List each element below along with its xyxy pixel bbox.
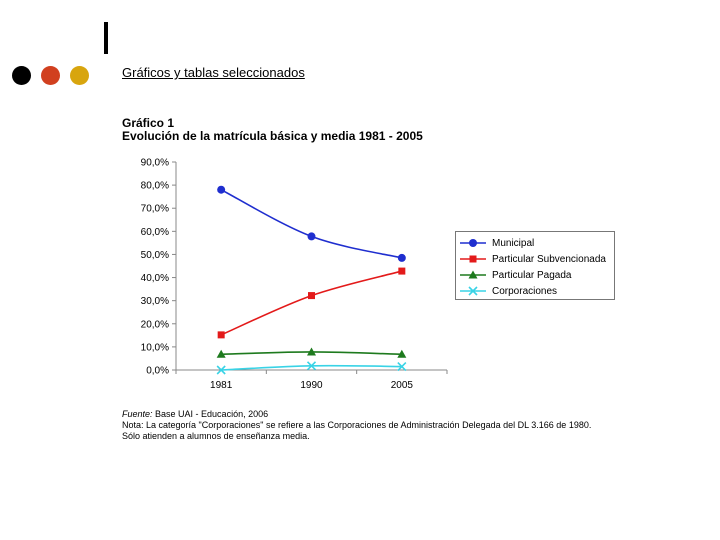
y-tick-label: 30,0%	[140, 296, 169, 308]
plot-area	[141, 158, 447, 392]
legend-item-particular-pagada	[460, 267, 614, 283]
x-tick-label: 1981	[210, 380, 233, 391]
chart-notes	[122, 409, 591, 442]
y-tick-label: 80,0%	[140, 180, 169, 192]
y-tick-label: 70,0%	[140, 203, 169, 215]
data-point-municipal	[217, 186, 225, 194]
chart-title: Evolución de la matrícula básica y media 1981 - 2005	[122, 129, 423, 143]
source-label: Fuente:	[122, 409, 153, 419]
legend-item-corporaciones	[460, 283, 614, 299]
legend-label-municipal: Municipal	[492, 237, 535, 249]
y-tick-label: 20,0%	[140, 319, 169, 331]
legend-marker-particular-subvencionada	[470, 256, 477, 263]
title-accent-bar	[104, 22, 108, 54]
legend-swatch-corporaciones	[460, 286, 486, 296]
legend-item-municipal	[460, 235, 614, 251]
series-line-municipal	[221, 190, 402, 258]
figure-number: Gráfico 1	[122, 116, 175, 130]
data-point-particular-subvencionada	[218, 331, 225, 338]
legend-swatch-municipal	[460, 238, 486, 248]
chart-legend	[455, 231, 615, 300]
decorative-dots	[12, 66, 89, 85]
source-text: Base UAI - Educación, 2006	[152, 409, 269, 419]
y-tick-label: 0,0%	[146, 365, 169, 377]
line-chart	[120, 150, 455, 400]
x-tick-label: 2005	[390, 380, 413, 391]
black-dot	[12, 66, 31, 85]
category-note: Nota: La categoría "Corporaciones" se refiere a las Corporaciones de Administración Delegada del DL 3.166 de 1980.	[122, 420, 592, 430]
legend-marker-municipal	[469, 239, 477, 247]
series-line-particular-subvencionada	[221, 271, 402, 335]
data-point-particular-subvencionada	[398, 268, 405, 275]
y-tick-label: 50,0%	[140, 249, 169, 261]
legend-label-corporaciones: Corporaciones	[492, 285, 558, 297]
y-tick-label: 10,0%	[140, 342, 169, 354]
y-tick-label: 40,0%	[140, 273, 169, 285]
x-tick-label: 1990	[300, 380, 323, 391]
legend-item-particular-subvencionada	[460, 251, 614, 267]
y-tick-label: 60,0%	[140, 226, 169, 238]
legend-swatch-particular-subvencionada	[460, 254, 486, 264]
section-title: Gráficos y tablas seleccionados	[122, 65, 305, 80]
source-note	[122, 409, 591, 420]
data-point-municipal	[398, 254, 406, 262]
data-point-particular-subvencionada	[308, 292, 315, 299]
legend-label-particular-subvencionada: Particular Subvencionada	[492, 253, 606, 265]
legend-swatch-particular-pagada	[460, 270, 486, 280]
y-tick-label: 90,0%	[140, 157, 169, 169]
red-dot	[41, 66, 60, 85]
gold-dot	[70, 66, 89, 85]
data-point-municipal	[308, 232, 316, 240]
scope-note: Sólo atienden a alumnos de enseñanza media.	[122, 431, 310, 441]
legend-label-particular-pagada: Particular Pagada	[492, 269, 572, 281]
